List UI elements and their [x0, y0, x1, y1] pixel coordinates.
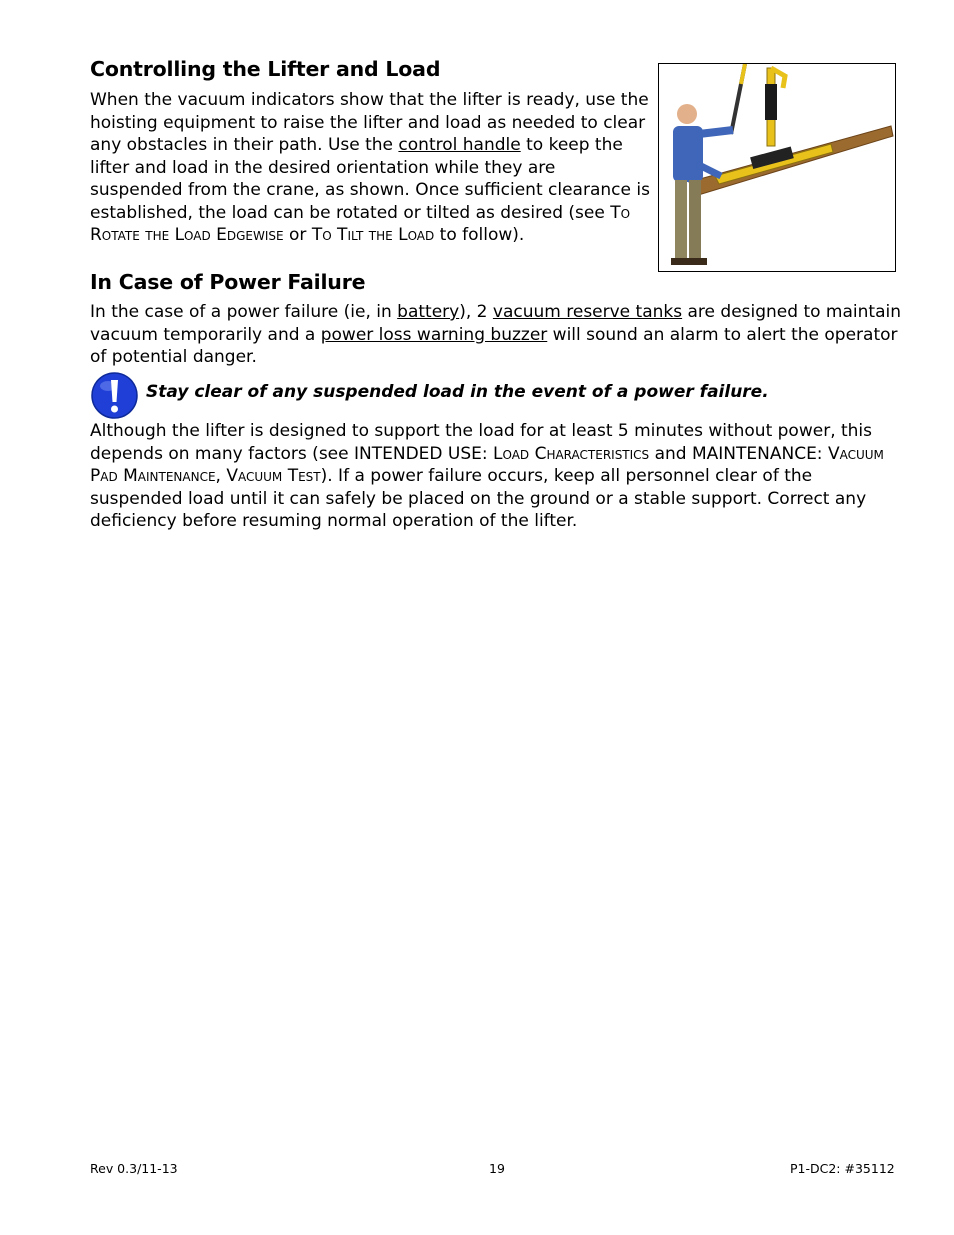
lifter-illustration — [659, 64, 895, 271]
footer-revision: Rev 0.3/11-13 — [90, 1161, 178, 1176]
text-run: Although the lifter is designed to support the load for at least 5 minutes without power, this depends on many factors (see INTENDED USE: — [90, 421, 873, 464]
warning-message: Stay clear of any suspended load in the event of a power failure. — [146, 382, 769, 402]
power-loss-buzzer-link[interactable]: power loss warning buzzer — [320, 324, 548, 345]
text-run: to keep the lifter and load in the desired orientation while they are suspended from the crane, as shown. Once sufficient clearance is established, the load can be rotated or tilted as desired (see — [90, 135, 650, 223]
handle-top — [741, 64, 745, 84]
footer-page-number: 19 — [489, 1161, 505, 1176]
section-heading-power-failure: In Case of Power Failure — [90, 270, 366, 294]
text-run: to follow). — [434, 225, 525, 245]
text-run: or — [283, 225, 312, 245]
footer-document-id: P1-DC2: #35112 — [790, 1161, 895, 1176]
text-run: will sound an alarm to alert the operator of potential danger. — [90, 324, 898, 367]
operator-shirt — [673, 126, 703, 182]
vacuum-reserve-tanks-link[interactable]: vacuum reserve tanks — [492, 302, 683, 322]
rotate-reference: To Rotate the Load Edgewise — [90, 202, 631, 245]
operator-arm — [699, 130, 733, 134]
control-handle-link[interactable]: control handle — [398, 135, 521, 155]
operator-shoe — [689, 258, 707, 265]
operator-head — [677, 104, 697, 124]
text-run: When the vacuum indicators show that the lifter is ready, use the hoisting equipment to raise the lifter and load as needed to clear any obstacles in their path. Use the — [90, 90, 649, 155]
text-run: , — [215, 466, 227, 486]
text-run: ). If a power failure occurs, keep all personnel clear of the suspended load until it can safely be placed on the ground or a stable support. Correct any deficiency before resuming normal operation of the lifter. — [90, 466, 867, 531]
lifter-operator-photo — [658, 63, 896, 272]
operator-leg-right — [689, 180, 701, 260]
text-run: and MAINTENANCE: — [649, 443, 828, 464]
operator-leg-left — [675, 180, 687, 260]
power-failure-paragraph — [90, 301, 910, 369]
lifter-frame — [715, 144, 833, 184]
text-run: In the case of a power failure (ie, in — [90, 302, 398, 322]
load-characteristics-reference: Load Characteristics — [493, 443, 650, 464]
text-run: are designed to maintain vacuum temporarily and a — [90, 302, 901, 345]
mast-bumper — [765, 84, 777, 120]
section-heading-controlling: Controlling the Lifter and Load — [90, 57, 441, 81]
text-run: ), 2 — [459, 302, 493, 322]
vacuum-pad-maintenance-reference: Vacuum Pad Maintenance — [90, 443, 884, 486]
battery-link[interactable]: battery — [397, 302, 460, 322]
vacuum-test-reference: Vacuum Test — [226, 466, 321, 486]
operator-shoe — [671, 258, 689, 265]
power-failure-detail-paragraph — [90, 420, 910, 533]
exclamation-icon — [91, 372, 138, 419]
tilt-reference: To Tilt the Load — [311, 225, 435, 245]
controlling-paragraph — [90, 89, 650, 247]
